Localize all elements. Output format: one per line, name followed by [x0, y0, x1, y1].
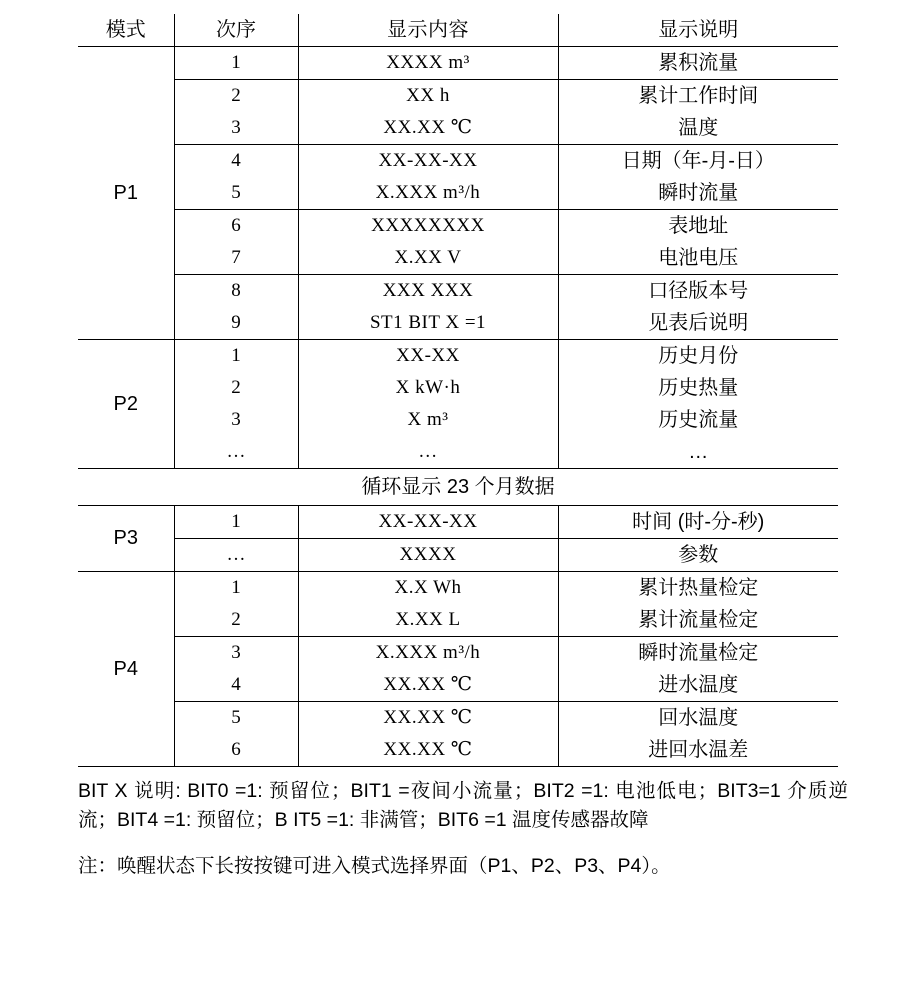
- table-row: [78, 307, 838, 340]
- desc-cell: 累计流量检定: [638, 608, 759, 631]
- table-row: [78, 702, 838, 735]
- display-cell: X.X Wh: [298, 572, 558, 605]
- display-cell: …: [298, 436, 558, 469]
- desc-cell: 电池电压: [658, 246, 739, 269]
- mode-cell-p3: P3: [78, 506, 174, 572]
- desc-cell: 回水温度: [558, 702, 838, 735]
- table-row: [78, 372, 838, 404]
- table-row: [78, 340, 838, 373]
- seq-cell: …: [174, 436, 298, 469]
- desc-cell: 进回水温差: [648, 738, 749, 761]
- seq-cell: 2: [174, 604, 298, 637]
- table-row: [78, 637, 838, 670]
- seq-cell: 1: [174, 340, 298, 373]
- seq-cell: 2: [174, 372, 298, 404]
- display-cell: XX-XX-XX: [298, 506, 558, 539]
- display-cell: X.XXX m³/h: [298, 177, 558, 210]
- table-row-fullwidth: [78, 469, 838, 506]
- seq-cell: 5: [174, 177, 298, 210]
- table-row: [78, 506, 838, 539]
- table-row: [78, 436, 838, 469]
- seq-cell: 9: [174, 307, 298, 340]
- desc-cell: 瞬时流量: [658, 181, 739, 204]
- table-row: [78, 145, 838, 178]
- cycle-display-note: 循环显示 23 个月数据: [78, 469, 838, 506]
- seq-cell: 4: [174, 669, 298, 702]
- mode-selection-note: 注：唤醒状态下长按按键可进入模式选择界面（P1、P2、P3、P4）。: [78, 854, 671, 877]
- header-mode: 模式: [78, 14, 174, 47]
- desc-cell: 累计热量检定: [558, 572, 838, 605]
- table-row: [78, 177, 838, 210]
- seq-cell: 7: [174, 242, 298, 275]
- desc-cell: 参数: [558, 539, 838, 572]
- seq-cell: 5: [174, 702, 298, 735]
- seq-cell: 6: [174, 734, 298, 766]
- table-bottom-rule: [78, 766, 838, 767]
- display-cell: XXXX: [298, 539, 558, 572]
- desc-cell: 累积流量: [658, 51, 739, 74]
- seq-cell: …: [174, 539, 298, 572]
- desc-cell: 时间 (时-分-秒): [632, 510, 765, 533]
- display-cell: XX.XX ℃: [298, 702, 558, 735]
- desc-cell: …: [688, 440, 709, 463]
- display-cell: XX.XX ℃: [298, 734, 558, 766]
- table-row: [78, 604, 838, 637]
- table-header-row: [78, 14, 838, 47]
- seq-cell: 2: [174, 80, 298, 113]
- mode-cell-p4: P4: [78, 572, 174, 767]
- display-cell: XX.XX ℃: [298, 669, 558, 702]
- desc-cell: 历史热量: [658, 376, 739, 399]
- seq-cell: 3: [174, 404, 298, 436]
- desc-cell: 瞬时流量检定: [558, 637, 838, 670]
- table-row: [78, 210, 838, 243]
- table-row: [78, 572, 838, 605]
- header-display: 显示内容: [298, 14, 558, 47]
- display-cell: X m³: [298, 404, 558, 436]
- desc-cell: 见表后说明: [648, 311, 749, 334]
- table-row: [78, 539, 838, 572]
- seq-cell: 6: [174, 210, 298, 243]
- desc-cell: 历史月份: [558, 340, 838, 373]
- desc-cell: 表地址: [558, 210, 838, 243]
- display-cell: X kW·h: [298, 372, 558, 404]
- display-cell: XX.XX ℃: [298, 112, 558, 145]
- display-cell: ST1 BIT X =1: [298, 307, 558, 340]
- desc-cell: 日期（年-月-日）: [558, 145, 838, 178]
- display-cell: X.XX L: [298, 604, 558, 637]
- header-desc: 显示说明: [558, 14, 838, 47]
- mode-cell-p2: P2: [78, 340, 174, 469]
- header-seq: 次序: [174, 14, 298, 47]
- display-mode-table: [78, 14, 838, 766]
- seq-cell: 1: [174, 506, 298, 539]
- mode-cell-p1: P1: [78, 47, 174, 340]
- table-row: [78, 404, 838, 436]
- desc-cell: 进水温度: [658, 673, 739, 696]
- display-cell: XX-XX: [298, 340, 558, 373]
- seq-cell: 3: [174, 112, 298, 145]
- display-cell: XXX XXX: [298, 275, 558, 308]
- display-cell: X.XXX m³/h: [298, 637, 558, 670]
- table-row: [78, 47, 838, 80]
- table-row: [78, 80, 838, 113]
- display-cell: XXXXXXXX: [298, 210, 558, 243]
- desc-cell: 累计工作时间: [558, 80, 838, 113]
- desc-cell: 口径版本号: [558, 275, 838, 308]
- seq-cell: 8: [174, 275, 298, 308]
- display-cell: XXXX m³: [298, 47, 558, 80]
- table-row: [78, 242, 838, 275]
- desc-cell: 温度: [678, 116, 719, 139]
- table-row: [78, 669, 838, 702]
- display-cell: XX-XX-XX: [298, 145, 558, 178]
- display-cell: XX h: [298, 80, 558, 113]
- table-row: [78, 734, 838, 766]
- bit-explanation-note: BIT X 说明: BIT0 =1: 预留位；BIT1 =夜间小流量；BIT2 =1: 电池低电；BIT3=1 介质逆流；BIT4 =1: 预留位；B IT5 =1: 非满管；BIT6 =1 温度传感器故障: [78, 780, 848, 832]
- seq-cell: 4: [174, 145, 298, 178]
- desc-cell: 历史流量: [658, 408, 739, 431]
- seq-cell: 3: [174, 637, 298, 670]
- seq-cell: 1: [174, 572, 298, 605]
- table-row: [78, 112, 838, 145]
- display-cell: X.XX V: [298, 242, 558, 275]
- notes-section: [78, 777, 848, 881]
- table-row: [78, 275, 838, 308]
- seq-cell: 1: [174, 47, 298, 80]
